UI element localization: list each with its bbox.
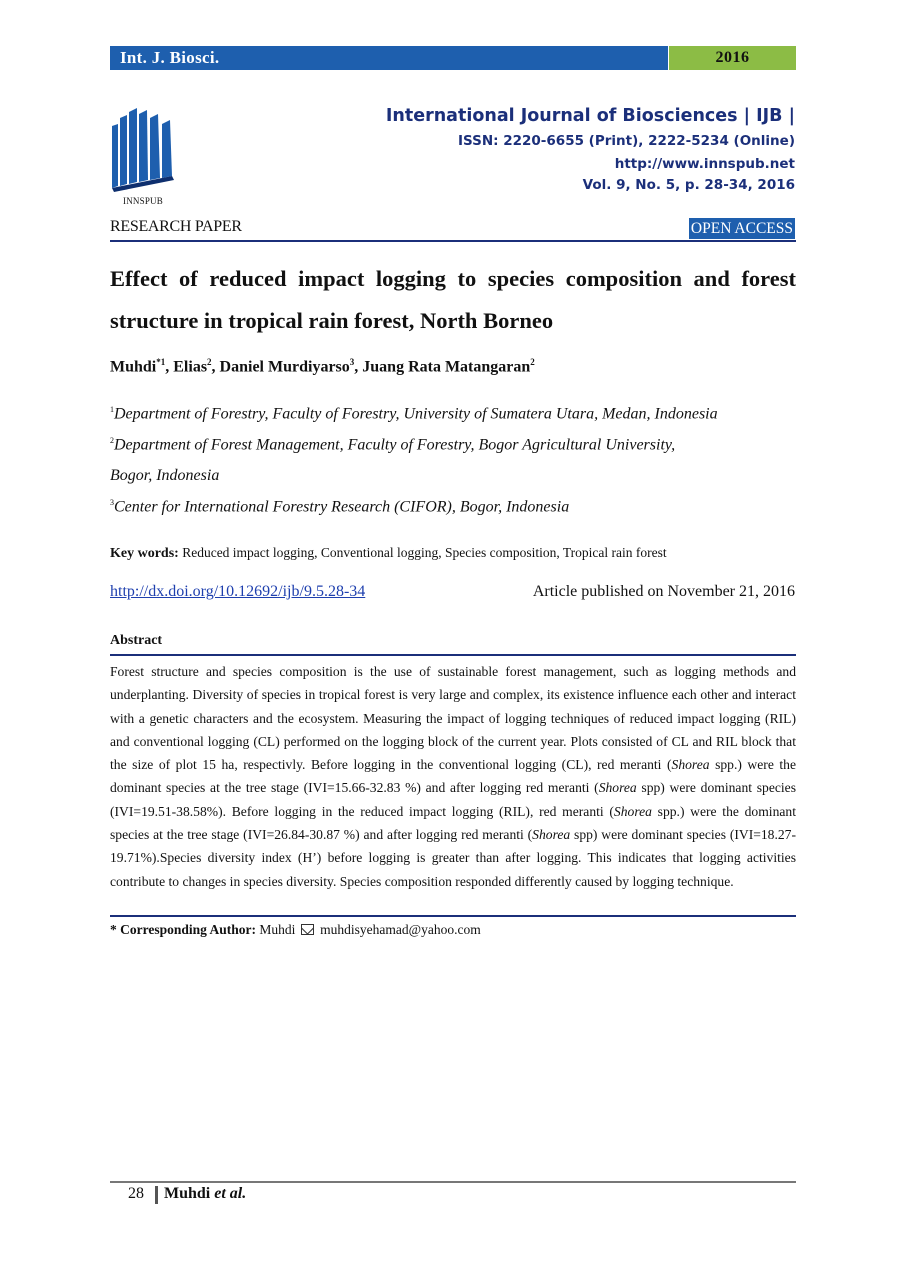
abstract-italic-term: Shorea [613,803,652,819]
corresponding-email[interactable]: muhdisyehamad@yahoo.com [320,922,481,937]
journal-abbrev: Int. J. Biosci. [120,48,220,67]
journal-issn: ISSN: 2220-6655 (Print), 2222-5234 (Online) [457,133,795,149]
corresponding-label: Corresponding Author: [120,922,257,937]
page-number: 28 [128,1185,144,1202]
affiliation-1: $^1$Department of Forestry, Faculty of Forestry, University of Sumatera Utara, Medan, Indonesia [110,405,718,423]
keywords [110,545,667,562]
abstract-italic-term: Shorea [532,827,571,843]
keywords-label: Key words: [110,546,179,561]
author-list: Muhdi$^{*1}$, Elias$^2$, Daniel Murdiyarso$^3$, Juang Rata Matangaran$^2$ [110,357,535,376]
footer-author: Muhdi et al. [164,1185,247,1202]
author-name: Muhdi [110,358,157,376]
paper-type: RESEARCH PAPER [110,218,242,235]
author-affiliation-marker: *1 [156,357,166,367]
abstract-text: spp) were dominant species (IVI=19.51-38.58%). Before logging in the reduced impact logging (RIL), red meranti ( [110,780,796,819]
doi-link[interactable]: http://dx.doi.org/10.12692/ijb/9.5.28-34 [110,583,366,600]
abstract-body [110,660,796,893]
author-name: Daniel Murdiyarso [219,358,350,376]
journal-abbrev-band [110,46,668,70]
open-access-badge: OPEN ACCESS [690,220,793,237]
abstract-text: Forest structure and species composition is the use of sustainable forest management, such as logging methods and underplanting. Diversity of species in tropical forest is very large and complex, its existence influence each other and interact with a genetic characters and the ecosystem. Measuring the impact of logging techniques of reduced impact logging (RIL) and conventional logging (CL) performed on the logging block of the current year. Plots consisted of CL and RIL block that the size of plot 15 ha, respectivly. Before logging in the conventional logging (CL), red meranti ( [110,664,796,773]
footer-divider [110,1181,796,1183]
year-band [669,46,796,70]
header-divider [110,240,796,242]
journal-title: International Journal of Biosciences | IJB | [385,106,795,126]
abstract-italic-term: Shorea [671,757,710,773]
envelope-icon [301,924,314,935]
abstract-bottom-divider [110,915,796,917]
journal-volume: Vol. 9, No. 5, p. 28-34, 2016 [582,177,795,193]
abstract-italic-term: Shorea [598,780,637,796]
author-affiliation-marker: 2 [530,357,535,367]
author-name: Juang Rata Matangaran [362,358,531,376]
books-icon [108,104,178,204]
journal-url[interactable]: http://www.innspub.net [614,156,795,172]
author-affiliation-marker: 2 [207,357,212,367]
published-date: Article published on November 21, 2016 [532,583,795,600]
author-affiliation-marker: 3 [349,357,355,367]
abstract-heading: Abstract [110,633,163,648]
journal-year: 2016 [715,49,750,66]
corresponding-name: Muhdi [259,922,296,937]
affiliation-3: $^3$Center for International Forestry Research (CIFOR), Bogor, Indonesia [110,498,570,516]
paper-title: Effect of reduced impact logging to species composition and forest structure in tropical rain forest, North Borneo [110,266,796,333]
abstract-text: spp.) were the dominant species at the tree stage (IVI=26.84-30.87 %) and after logging red meranti ( [110,803,796,843]
keywords-text: Reduced impact logging, Conventional logging, Species composition, Tropical rain forest [182,545,667,560]
publisher-logo-label: INNSPUB [123,196,163,206]
author-name: Elias [173,358,208,376]
abstract-text: spp) were dominant species (IVI=18.27-19.71%).Species diversity index (H’) before logging is greater than after logging. This indicates that logging activities contribute to changes in species diversity. Species composition responded differently caused by logging technique. [110,827,797,889]
abstract-text: spp.) were the dominant species at the tree stage (IVI=15.66-32.83 %) and after logging red meranti ( [110,757,796,796]
corresponding-author: * Corresponding Author: Muhdi muhdisyehamad@yahoo.com [110,922,481,937]
affiliation-2-continued: Bogor, Indonesia [110,467,220,484]
footer-separator [155,1186,158,1204]
abstract-top-divider [110,654,796,656]
affiliation-2: $^2$Department of Forest Management, Faculty of Forestry, Bogor Agricultural University, [110,436,676,454]
